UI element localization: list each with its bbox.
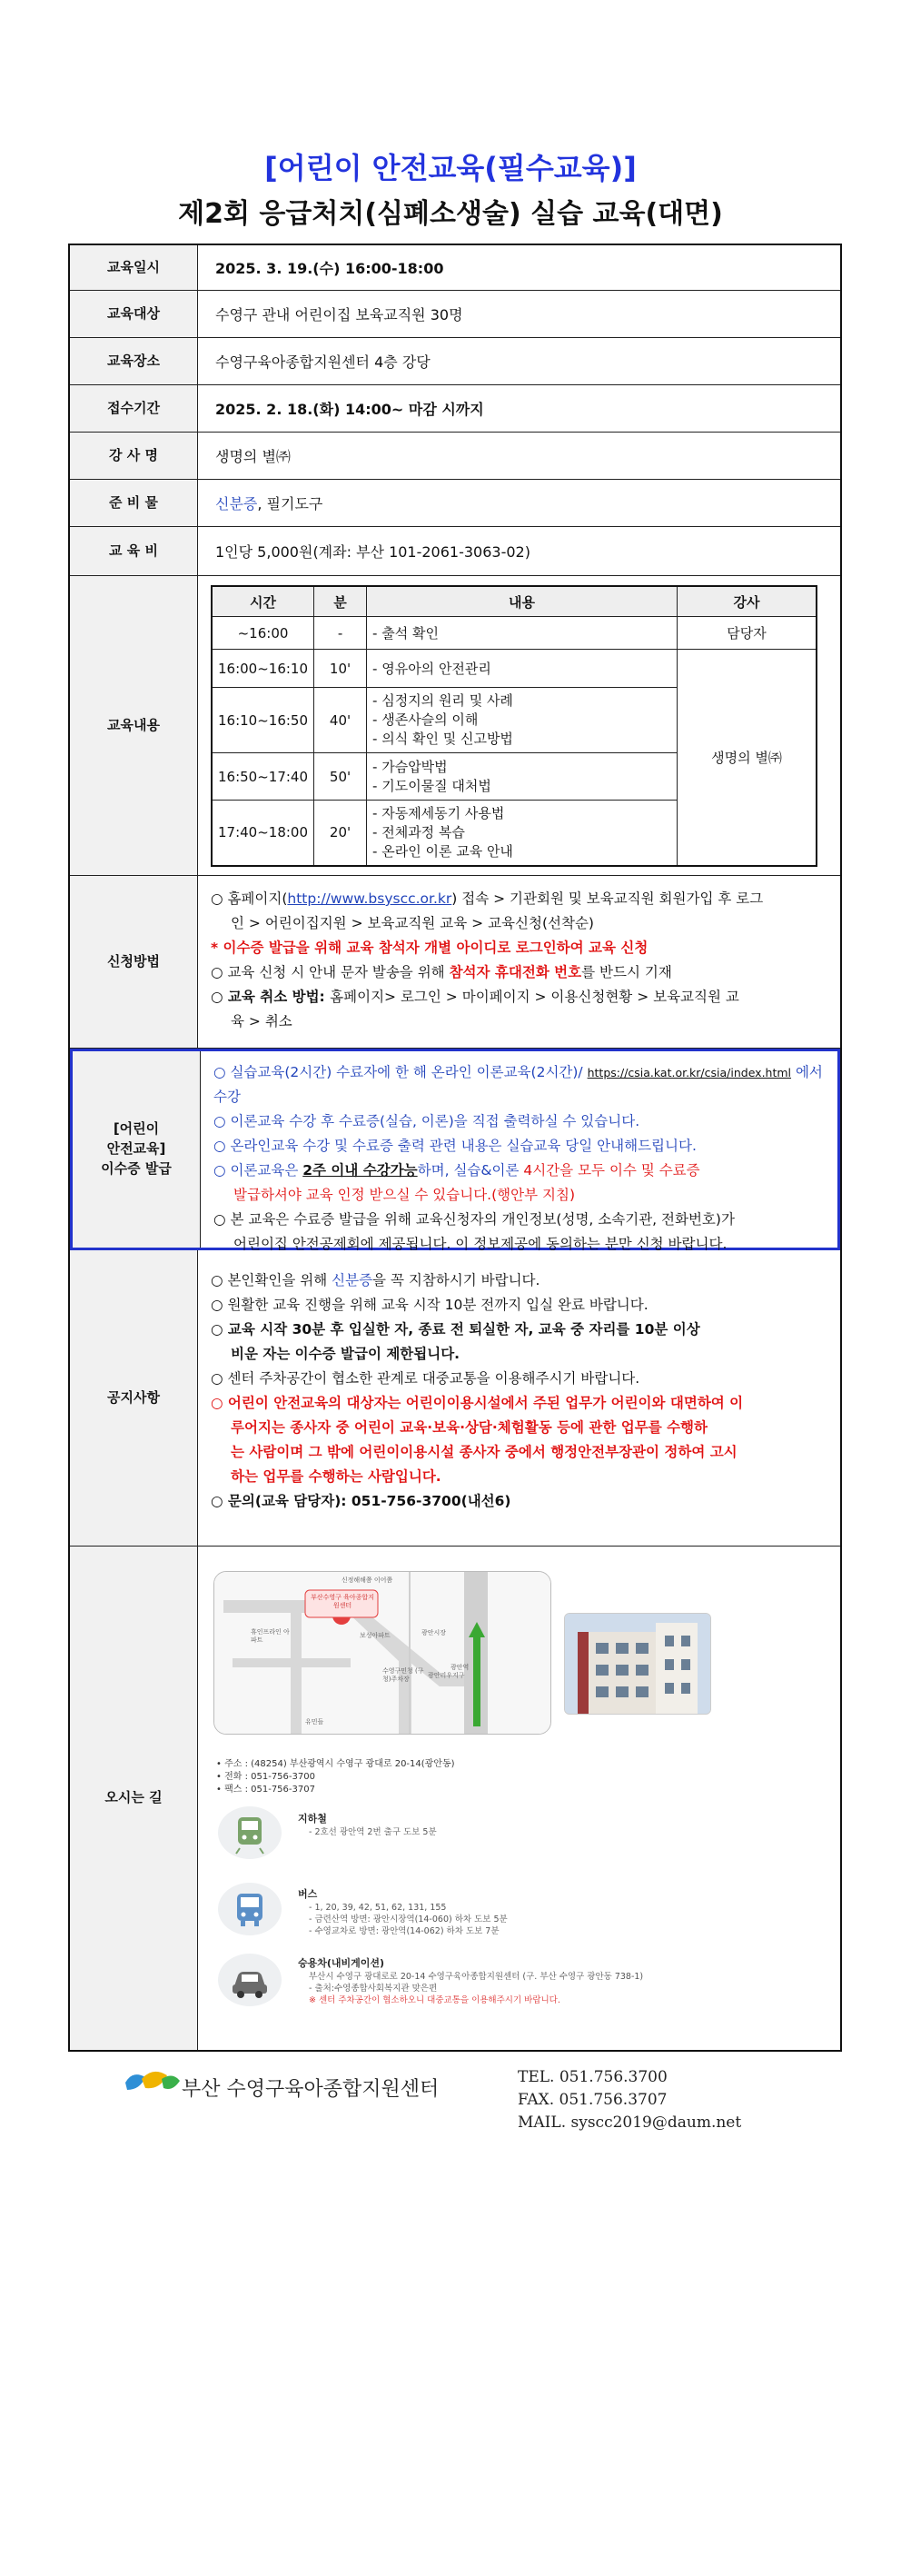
row-place (70, 338, 840, 385)
title-line1: [어린이 안전교육(필수교육)] (264, 151, 637, 185)
apply-line: 인 > 어린이집지원 > 보육교직원 교육 > 교육신청(선착순) (231, 915, 594, 931)
contact-info (518, 2066, 741, 2134)
cert-line: ○ 이론교육 수강 후 수료증(실습, 이론)을 직접 출력하실 수 있습니다. (213, 1113, 640, 1129)
notice-contact: ○ 문의(교육 담당자): 051-756-3700(내선6) (211, 1493, 511, 1509)
row-value: 생명의 별㈜ (215, 448, 291, 465)
cert-line: ○ 온라인교육 수강 및 수료증 출력 관련 내용은 실습교육 당일 안내해드립니다. (213, 1138, 697, 1154)
cert-link[interactable]: https://csia.kat.or.kr/csia/index.html (587, 1066, 792, 1079)
car-text: 부산시 수영구 광대로로 20-14 수영구육아종합지원센터 (구. 부산 수영구 광안동 738-1) (309, 1972, 644, 1982)
row-label: 강 사 명 (70, 433, 198, 479)
car-icon (218, 1954, 282, 2006)
apply-line: ○ 교육 취소 방법: (211, 989, 331, 1005)
row-label: 교 육 비 (70, 527, 198, 575)
cert-line: 발급하셔야 교육 인정 받으실 수 있습니다.(행안부 지침) (233, 1187, 575, 1203)
prep-rest: , 필기도구 (257, 495, 323, 512)
min-cell: 50' (314, 753, 367, 801)
content-item: - 심정지의 원리 및 사례 (372, 692, 513, 709)
content-item: - 가슴압박법 (372, 758, 448, 775)
info-table (68, 244, 842, 2052)
row-content (70, 576, 840, 876)
apply-line: 를 반드시 기재 (581, 964, 672, 980)
contact-fax: FAX. 051.756.3707 (518, 2091, 668, 2109)
row-value: 수영구육아종합지원센터 4층 강당 (215, 353, 431, 371)
lecturer-cell: 생명의 별㈜ (678, 650, 817, 866)
row-label: 교육일시 (70, 245, 198, 290)
col-header: 강사 (678, 586, 817, 617)
row-value (215, 480, 831, 526)
time-cell: ~16:00 (212, 617, 314, 650)
table-row (212, 617, 817, 650)
cert-line: 하며, 실습&이론 (417, 1162, 524, 1179)
col-header: 시간 (212, 586, 314, 617)
car-title: 승용차(내비게이션) (298, 1957, 385, 1969)
map-label: 부산수영구 육아종합지원센터 (311, 1594, 374, 1609)
address-text: • 주소 : (48254) 부산광역시 수영구 광대로 20-14(광안동) (216, 1759, 455, 1769)
bus-icon (218, 1883, 282, 1935)
title-line2: 제2회 응급처치(심폐소생술) 실습 교육(대면) (178, 198, 723, 230)
apply-highlight: 참석자 휴대전화 번호 (449, 964, 582, 980)
cert-label: [어린이 (113, 1120, 160, 1138)
map-label: 신정해해쯤 이어쯤 (341, 1576, 393, 1584)
bus-text: - 수영교차로 방면: 광안역(14-062) 하차 도보 7분 (309, 1926, 500, 1936)
min-cell: 20' (314, 801, 367, 866)
cert-line: 에서 수강 (213, 1064, 823, 1105)
content-item: - 기도이물질 대처법 (372, 777, 491, 794)
row-label: 신청방법 (70, 876, 198, 1048)
content-item: - 전체과정 복습 (372, 823, 465, 840)
row-fee (70, 527, 840, 576)
notice-line: ○ 원활한 교육 진행을 위해 교육 시작 10분 전까지 입실 완료 바랍니다. (211, 1297, 649, 1313)
notice-line: ○ 교육 시작 30분 후 입실한 자, 종료 전 퇴실한 자, 교육 중 자리를 10분 이상 (211, 1321, 700, 1338)
map-label: 광안리우지구 (428, 1672, 465, 1679)
row-period (70, 385, 840, 433)
schedule-table (211, 585, 817, 867)
notice-highlight: 신분증 (332, 1272, 373, 1288)
cert-line: ○ 이론교육은 (213, 1162, 303, 1179)
row-instructor (70, 433, 840, 480)
row-apply (70, 876, 840, 1049)
apply-line: ○ 홈페이지( (211, 890, 288, 907)
row-label: 공지사항 (70, 1250, 198, 1546)
content-item: - 자동제세동기 사용법 (372, 804, 505, 821)
notice-line: 는 사람이며 그 밖에 어린이이용시설 종사자 중에서 행정안전부장관이 정하여 고시 (231, 1444, 738, 1460)
row-target (70, 291, 840, 338)
content-item: - 생존사슬의 이해 (372, 711, 479, 728)
car-note: ※ 센터 주차공간이 협소하오니 대중교통을 이용해주시기 바랍니다. (309, 1995, 560, 2005)
center-name: 부산 수영구육아종합지원센터 (182, 2078, 440, 2101)
subway-icon (218, 1806, 282, 1859)
row-label: 교육대상 (70, 291, 198, 337)
row-notice (70, 1250, 840, 1547)
time-cell: 16:10~16:50 (212, 688, 314, 753)
notice-text (211, 1268, 829, 1514)
row-label: 접수기간 (70, 385, 198, 432)
map-label: 광안시장 (421, 1629, 447, 1636)
apply-line: 육 > 취소 (231, 1013, 292, 1029)
row-label: 교육내용 (70, 576, 198, 875)
apply-text (211, 887, 829, 1034)
notice-line: 을 꼭 지참하시기 바랍니다. (372, 1272, 540, 1288)
row-label: 오시는 길 (70, 1547, 198, 2050)
id-card-text: 신분증 (215, 495, 258, 512)
cert-text (213, 1060, 827, 1257)
apply-line: 홈페이지> 로그인 > 마이페이지 > 이용신청현황 > 보육교직원 교 (330, 989, 739, 1005)
lecturer-cell: 담당자 (678, 617, 817, 650)
notice-line: 하는 업무를 수행하는 사람입니다. (231, 1468, 441, 1485)
row-label (73, 1051, 201, 1248)
bus-text: - 1, 20, 39, 42, 51, 62, 131, 155 (309, 1903, 447, 1913)
cert-highlight: 4시간을 모두 이수 및 수료증 (523, 1162, 700, 1179)
apply-line: ) 접속 > 기관회원 및 보육교직원 회원가입 후 로그 (451, 890, 764, 907)
row-label: 준 비 물 (70, 480, 198, 526)
cert-label: 이수증 발급 (101, 1159, 172, 1177)
content-cell (367, 801, 678, 866)
contact-mail[interactable]: MAIL. syscc2019@daum.net (518, 2114, 742, 2132)
col-header: 내용 (367, 586, 678, 617)
car-text: - 출처:수영종합사회복지관 맞은편 (309, 1984, 438, 1994)
row-value: 1인당 5,000원(계좌: 부산 101-2061-3063-02) (215, 543, 530, 561)
notice-line: 루어지는 종사자 중 어린이 교육·보육·상담·체험활동 등에 관한 업무를 수행하 (231, 1419, 708, 1436)
apply-warning: * 이수증 발급을 위해 교육 참석자 개별 아이디로 로그인하여 교육 신청 (211, 940, 649, 956)
content-cell: - 출석 확인 (367, 617, 678, 650)
subway-title: 지하철 (298, 1813, 327, 1825)
building-photo (564, 1613, 711, 1715)
phone-text: • 전화 : 051-756-3700 (216, 1772, 315, 1782)
content-cell (367, 688, 678, 753)
cert-line: ○ 본 교육은 수료증 발급을 위해 교육신청자의 개인정보(성명, 소속기관, 전화번호)가 (213, 1211, 735, 1228)
row-prep (70, 480, 840, 527)
map-label: 수영구민청 (구청)주차장 (382, 1667, 424, 1683)
row-value: 수영구 관내 어린이집 보육교직원 30명 (215, 306, 463, 323)
bus-text: - 금련산역 방면: 광안시장역(14-060) 하차 도보 5분 (309, 1915, 508, 1925)
map-label: 보성아파트 (360, 1632, 391, 1639)
bus-title: 버스 (298, 1888, 318, 1900)
map-label: 광안역 (450, 1664, 470, 1671)
row-cert (70, 1049, 840, 1250)
building-illustration (565, 1614, 710, 1714)
col-header: 분 (314, 586, 367, 617)
content-item: - 온라인 이론 교육 안내 (372, 842, 513, 860)
row-label: 교육장소 (70, 338, 198, 384)
notice-line: ○ 센터 주차공간이 협소한 관계로 대중교통을 이용해주시기 바랍니다. (211, 1370, 640, 1387)
row-value: 2025. 3. 19.(수) 16:00-18:00 (215, 260, 444, 277)
min-cell: 40' (314, 688, 367, 753)
min-cell: 10' (314, 650, 367, 688)
row-date (70, 245, 840, 291)
cert-highlight: 2주 이내 수강가능 (302, 1162, 418, 1179)
map-label: 유민들 (305, 1718, 324, 1726)
cert-line: ○ 실습교육(2시간) 수료자에 한 해 온라인 이론교육(2시간)/ (213, 1064, 588, 1080)
subway-text: - 2호선 광안역 2번 출구 도보 5분 (309, 1827, 437, 1837)
cert-label: 안전교육] (106, 1140, 166, 1158)
fax-text: • 팩스 : 051-756-3707 (216, 1785, 315, 1795)
homepage-link[interactable]: http://www.bsyscc.or.kr (287, 890, 452, 907)
apply-line: ○ 교육 신청 시 안내 문자 발송을 위해 (211, 964, 450, 980)
notice-line: ○ 어린이 안전교육의 대상자는 어린이이용시설에서 주된 업무가 어린이와 대면하여 이 (211, 1395, 744, 1411)
notice-line: 비운 자는 이수증 발급이 제한됩니다. (231, 1346, 460, 1362)
time-cell: 17:40~18:00 (212, 801, 314, 866)
map-label: 휴인프라인 아파트 (251, 1628, 290, 1644)
content-cell (367, 753, 678, 801)
min-cell: - (314, 617, 367, 650)
row-value: 2025. 2. 18.(화) 14:00~ 마감 시까지 (215, 401, 484, 418)
content-item: - 의식 확인 및 신고방법 (372, 731, 513, 747)
content-cell: - 영유아의 안전관리 (367, 650, 678, 688)
location-map (213, 1571, 551, 1735)
cert-line: 어린이집 안전공제회에 제공됩니다. 이 정보제공에 동의하는 분만 신청 바랍니다. (233, 1236, 728, 1252)
time-cell: 16:00~16:10 (212, 650, 314, 688)
time-cell: 16:50~17:40 (212, 753, 314, 801)
map-graphic (214, 1572, 550, 1734)
table-row (212, 650, 817, 688)
notice-line: ○ 본인확인을 위해 (211, 1272, 332, 1288)
contact-tel: TEL. 051.756.3700 (518, 2068, 668, 2086)
